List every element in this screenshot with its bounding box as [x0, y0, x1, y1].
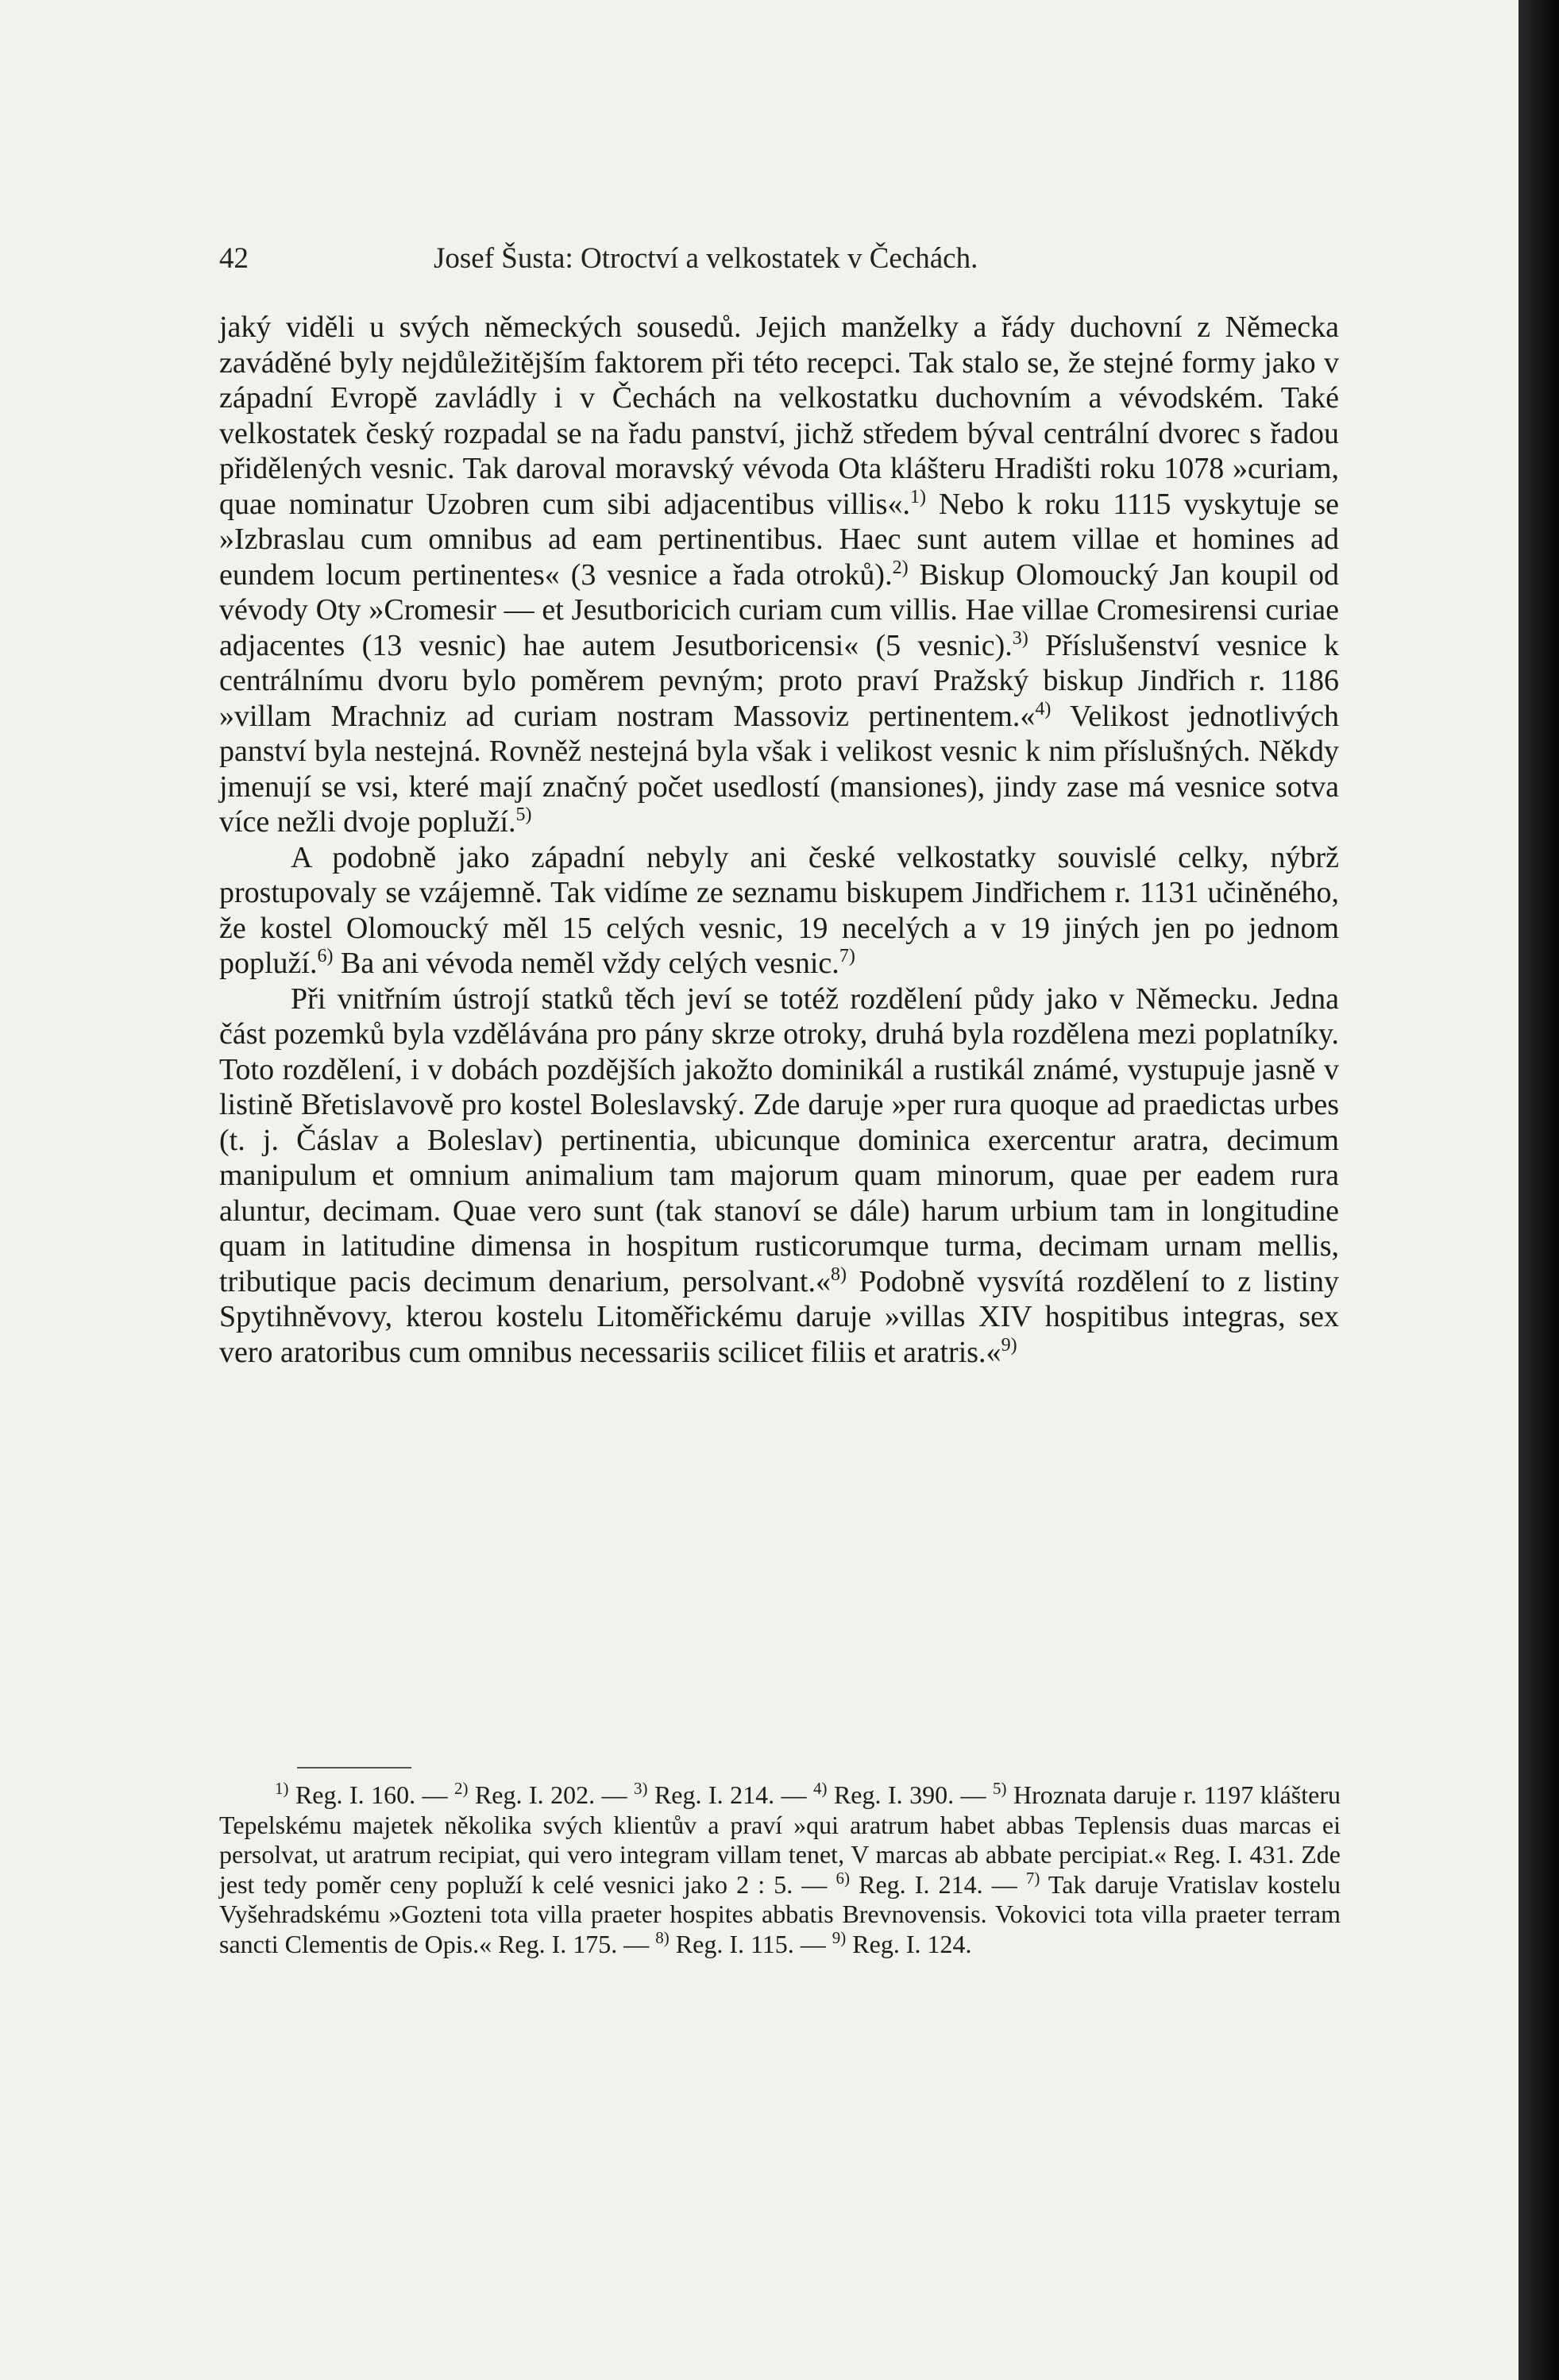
footnote-ref: 3): [634, 1779, 648, 1798]
running-title: Josef Šusta: Otroctví a velkostatek v Čechách.: [434, 242, 978, 275]
text-run: Reg. I. 202. —: [468, 1780, 634, 1809]
text-run: Nebo k roku 1115 vyskytuje se »Izbraslau cum omnibus ad eam pertinentibus. Haec sunt autem villae et homines ad eundem locum pertinentes« (3 vesnice a řada otroků).: [219, 487, 1339, 592]
footnote-ref: 9): [832, 1927, 847, 1947]
footnote-ref: 1): [909, 486, 926, 507]
text-run: Velikost jednotlivých panství byla nestejná. Rovněž nestejná byla však i velikost vesnic k nim příslušných. Někdy jmenují se vsi, které mají značný počet usedlostí (mansiones), jindy zase má vesnice sotva více nežli dvoje popluží.: [219, 699, 1339, 839]
footnote-ref: 8): [655, 1927, 670, 1947]
footnote-ref: 8): [830, 1263, 847, 1285]
footnote-ref: 5): [993, 1779, 1007, 1798]
footnote-ref: 4): [1035, 698, 1052, 719]
text-run: Podobně vysvítá rozdělení to z listiny Spytihněvovy, kterou kostelu Litoměřickému daruje »villas XIV hospitibus integras, sex vero aratoribus cum omnibus necessariis scilicet filiis et aratris.«: [219, 1264, 1339, 1369]
text-run: Reg. I. 115. —: [669, 1929, 832, 1958]
footnote-ref: 2): [892, 557, 909, 578]
footnote-ref: 7): [839, 946, 855, 966]
main-text: [219, 310, 1339, 1370]
footnote-ref: 6): [317, 946, 334, 966]
paragraph: [219, 310, 1339, 840]
footnote-ref: 7): [1025, 1868, 1040, 1888]
footnote-ref: 1): [275, 1779, 289, 1798]
paragraph: [219, 982, 1339, 1371]
footnote-ref: 9): [1001, 1334, 1017, 1356]
text-run: Při vnitřním ústrojí statků těch jeví se totéž rozdělení půdy jako v Německu. Jedna část pozemků byla vzdělávána pro pány skrze otroky, druhá byla rozdělena mezi poplatníky. Toto rozdělení, i v dobách pozdějších jakožto dominikál a rustikál známé, vystupuje jasně v listině Břetislavově pro kostel Boleslavský. Zde daruje »per rura quoque ad praedictas urbes (t. j. Čáslav a Boleslav) pertinentia, ubicunque dominica exercentur aratra, decimum manipulum et omnium animalium tam majorum quam minorum, quae per eadem rura aluntur, decimam. Quae vero sunt (tak stanoví se dále) harum urbium tam in longitudine quam in latitudine dimensa in hospitum rusticorumque turma, decimam urnam mellis, tributique pacis decimum denarium, persolvant.«: [219, 982, 1339, 1298]
footnote-ref: 3): [1012, 627, 1028, 649]
text-run: Ba ani vévoda neměl vždy celých vesnic.: [333, 947, 839, 980]
footnote-ref: 2): [454, 1779, 469, 1798]
footnotes: [219, 1780, 1341, 1959]
text-run: Reg. I. 160. —: [288, 1780, 454, 1809]
scan-edge: [1518, 0, 1559, 2380]
footnote-rule: [297, 1767, 411, 1769]
text-run: A podobně jako západní nebyly ani české velkostatky souvislé celky, nýbrž prostupovaly se vzájemně. Tak vidíme ze seznamu biskupem Jindřichem r. 1131 učiněného, že kostel Olomoucký měl 15 celých vesnic, 19 necelých a v 19 jiných jen po jednom popluží.: [219, 840, 1339, 980]
text-run: Příslušenství vesnice k centrálnímu dvoru bylo poměrem pevným; proto praví Pražský biskup Jindřich r. 1186 »villam Mrachniz ad curiam nostram Massoviz pertinentem.«: [219, 628, 1339, 733]
footnote-block: [219, 1780, 1341, 1959]
text-run: Reg. I. 390. —: [827, 1780, 993, 1809]
page-header: [219, 238, 1395, 280]
text-run: Reg. I. 124.: [846, 1929, 972, 1958]
text-run: Biskup Olomoucký Jan koupil od vévody Oty »Cromesir — et Jesutboricich curiam cum villis. Hae villae Cromesirensi curiae adjacentes (13 vesnic) hae autem Jesutboricensi« (5 vesnic).: [219, 557, 1340, 662]
text-run: jaký viděli u svých německých sousedů. Jejich manželky a řády duchovní z Německa zaváděné byly nejdůležitějším faktorem při této recepci. Tak stalo se, že stejné formy jako v západní Evropě zavládly i v Čechách na velkostatku duchovním a vévodském. Také velkostatek český rozpadal se na řadu panství, jichž středem býval centrální dvorec s řadou přidělených vesnic. Tak daroval moravský vévoda Ota klášteru Hradišti roku 1078 »curiam, quae nominatur Uzobren cum sibi adjacentibus villis«.: [219, 311, 1339, 521]
paragraph: [219, 840, 1339, 982]
footnote-ref: 5): [515, 804, 532, 825]
text-run: Reg. I. 214. —: [850, 1869, 1026, 1899]
page-number: 42: [219, 242, 249, 275]
text-run: Hroznata daruje r. 1197 klášteru Tepelskému majetek několika svých klientův a praví »qui aratrum habet abbas Teplensis duas marcas ei persolvat, ut aratrum recipiat, qui vero integram villam tenet, V marcas ab abbate percipiat.« Reg. I. 431. Zde jest tedy poměr ceny popluží k celé vesnici jako 2 : 5. —: [219, 1780, 1341, 1899]
footnote-ref: 6): [835, 1868, 850, 1888]
text-run: Reg. I. 214. —: [647, 1780, 813, 1809]
footnote-ref: 4): [813, 1779, 828, 1798]
text-run: Tak daruje Vratislav kostelu Vyšehradskému »Gozteni tota villa praeter hospites abbatis Brevnovensis. Vokovici tota villa praeter terram sancti Clementis de Opis.« Reg. I. 175. —: [219, 1869, 1341, 1958]
